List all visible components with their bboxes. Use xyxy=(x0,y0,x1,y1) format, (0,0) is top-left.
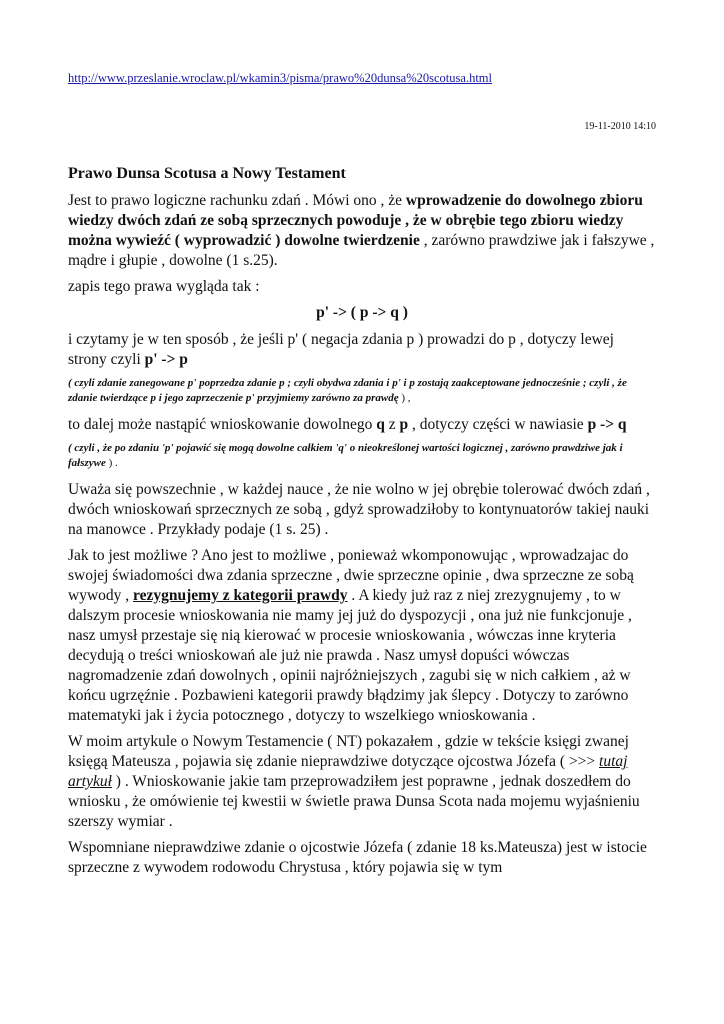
article-body xyxy=(68,164,656,884)
formula: p' -> ( p -> q ) xyxy=(316,304,408,321)
paragraph-joseph: Wspomniane nieprawdziwe zdanie o ojcostwie Józefa ( zdanie 18 ks.Mateusza) jest w istocie sprzeczne z wywodem rodowodu Chrystusa , który pojawia się w tym xyxy=(68,839,647,876)
bold-expression: p' -> p xyxy=(144,351,188,368)
note-open: ( xyxy=(68,377,75,389)
note-text: czyli zdanie zanegowane p' poprzedza zdanie p ; czyli obydwa zdania i p' i p zostają zaakceptowane jednocześnie ; czyli , że zdanie twierdzące p i jego zaprzeczenie p' przyjmiemy zarówno za prawdę xyxy=(68,377,627,404)
paragraph-definition xyxy=(68,191,656,271)
bold-q: q xyxy=(376,416,385,433)
bold-statement: wprowadzenie do dowolnego zbioru wiedzy dwóch zdań ze sobą sprzecznych powoduje , że w obrębie tego zbioru wiedzy można wywieźć ( wyprowadzić ) dowolne twierdzenie xyxy=(68,192,643,249)
paragraph-common-view: Uważa się powszechnie , w każdej nauce , że nie wolno w jej obrębie tolerować dwóch zdań , dwóch wnioskowań sprzecznych ze sobą , gdyż sprowadziłoby to kontynuatorów takiej nauki na manowce . Przykłady podaje (1 s. 25) . xyxy=(68,481,650,538)
text-run: , dotyczy części w nawiasie xyxy=(408,416,588,433)
source-url-link[interactable]: http://www.przeslanie.wroclaw.pl/wkamin3/pisma/prawo%20dunsa%20scotusa.html xyxy=(68,71,492,85)
article-title: Prawo Dunsa Scotusa a Nowy Testament xyxy=(68,165,346,182)
underlined-bold-phrase: rezygnujemy z kategorii prawdy xyxy=(133,587,348,604)
note-close: ) . xyxy=(105,457,118,469)
text-run: . A kiedy już raz z niej zrezygnujemy , to w dalszym procesie wnioskowania nie mamy jej już do dyspozycji , ona już nie funkcjonuje , nasz umysł przestaje się nią kierować w procesie wnioskowania , wówczas inne kryteria decydują o treści wnioskowań ale już nie prawda . Nasz umysł dopuści wówczas nagromadzenie zdań dowolnych , opinii najróżniejszych , zagubi się w nich całkiem , aż w końcu ugrzęźnie . Pozbawieni kategorii prawdy błądzimy jak ślepcy . Dotyczy to zarówno matematyki jak i życia potocznego , dotyczy to wszelkiego wnioskowania . xyxy=(68,587,632,724)
text-run: W moim artykule o Nowym Testamencie ( NT) pokazałem , gdzie w tekście księgi zwanej księgą Mateusza , pojawia się zdanie nieprawdziwe dotyczące ojcostwa Józefa ( >>> xyxy=(68,733,629,770)
italic-note-2 xyxy=(68,441,656,471)
italic-note-1 xyxy=(68,376,656,406)
bold-expression: p -> q xyxy=(587,416,627,433)
text-run: to dalej może nastąpić wnioskowanie dowolnego xyxy=(68,416,377,433)
note-open: ( xyxy=(68,442,75,454)
article-link[interactable]: tutaj artykuł xyxy=(68,753,628,790)
text-run: ) . Wnioskowanie jakie tam przeprowadziłem jest poprawne , jednak doszedłem do wniosku , że omówienie tej kwestii w świetle prawa Dunsa Scota nada mojemu wyjaśnieniu szerszy wymiar . xyxy=(68,773,640,830)
paragraph-notation-intro: zapis tego prawa wygląda tak : xyxy=(68,278,260,295)
paragraph-explanation xyxy=(68,546,656,726)
text-run: , zarówno prawdziwe jak i fałszywe , mądre i głupie , dowolne (1 s.25). xyxy=(68,232,655,269)
text-run: i czytamy je w ten sposób , że jeśli p' ( negacja zdania p ) prowadzi do p , dotyczy lewej strony czyli xyxy=(68,331,614,368)
paragraph-nt-article xyxy=(68,732,656,832)
text-run: Jest to prawo logiczne rachunku zdań . Mówi ono , że xyxy=(68,192,406,209)
note-close: ) , xyxy=(398,392,411,404)
note-text: czyli , że po zdaniu 'p' pojawić się mogą dowolne całkiem 'q' o nieokreślonej wartości logicznej , zarówno prawdziwe jak i fałszywe xyxy=(68,442,623,469)
bold-p: p xyxy=(399,416,409,433)
text-run: Jak to jest możliwe ? Ano jest to możliwe , ponieważ wkomponowując , wprowadzajac do swojej świadomości dwa zdania sprzeczne , dwie sprzeczne opinie , dwa sprzeczne ze sobą wywody , xyxy=(68,547,634,604)
print-timestamp: 19-11-2010 14:10 xyxy=(584,121,656,132)
paragraph-inference xyxy=(68,415,656,435)
paragraph-reading xyxy=(68,330,656,370)
text-run: z xyxy=(384,416,400,433)
